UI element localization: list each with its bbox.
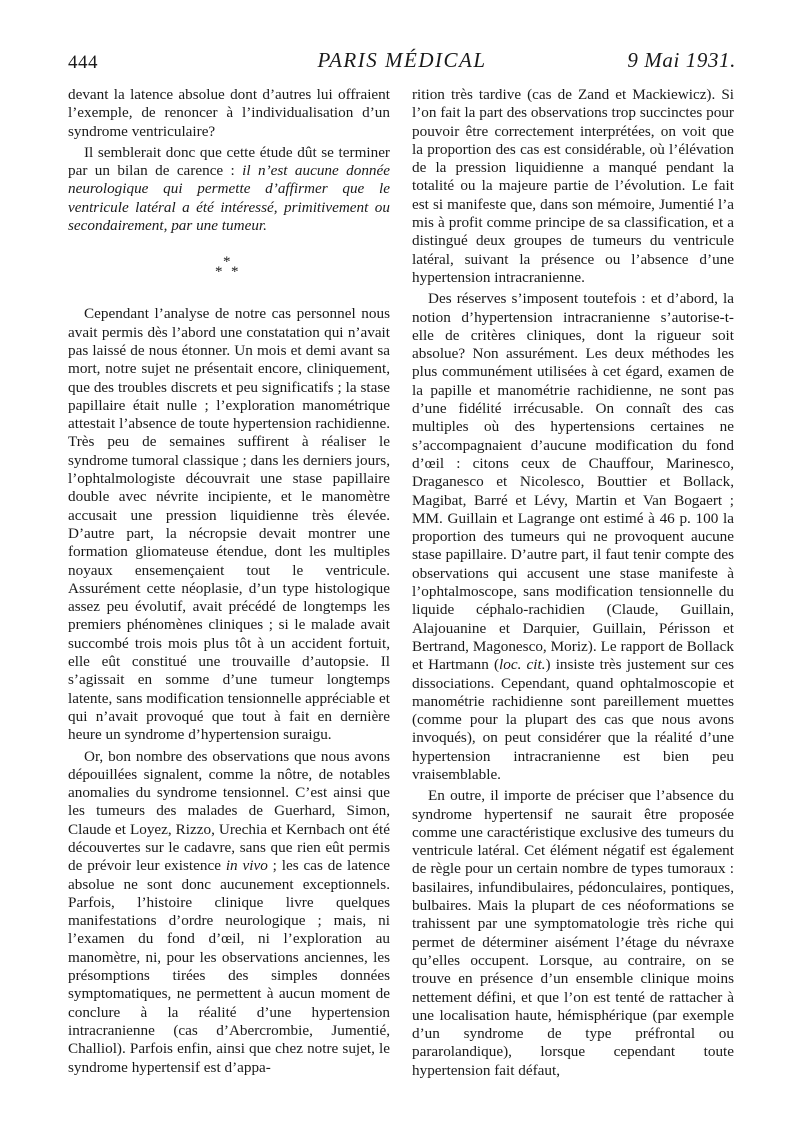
page-number: 444	[68, 52, 98, 73]
section-asterism	[68, 254, 390, 283]
observations-emphasis: in vivo	[225, 857, 268, 875]
observations-text-end: ; les cas de latence absolue ne sont donc aucunement exceptionnels. Parfois, l’histoire clinique livre quelques manifestations d’ordre neurologique ; mais, ni l’examen du fond d’œil, ni l’exploration au manomètre, ni, pour les observations anciennes, les présomptions tirées des simples données symptomatiques, ne permettent à aucun moment de conclure à la réalité d’une hypertension intracranienne (cas d’Abercrombie, Jumentié, Challiol). Parfois enfin, ainsi que chez notre sujet, le syndrome hypertensif est d’appa-	[68, 857, 390, 1076]
reserves-text-end: ) insiste très justement sur ces dissociations. Cependant, quand ophtalmoscopie et manométrie rachidienne sont pareillement muettes (comme pour la plupart des cas que nous avons invoqués), on peut considérer que la réalité d’une hypertension intracranienne est bien peu vraisemblable.	[412, 656, 734, 783]
conclusion-emphasis: il n’est aucune donnée neurologique qui permette d’affirmer que le ventricule latéral a été intéressé, primitivement ou secondairement, par une tumeur.	[68, 162, 390, 235]
paragraph-continuation: devant la latence absolue dont d’autres lui offraient l’exemple, de renoncer à l’individualisation d’un syndrome ventriculaire?	[68, 86, 390, 140]
paragraph-in-addition: En outre, il importe de préciser que l’absence du syndrome hypertensif ne saurait être proposée comme une caractéristique exclusive des tumeurs du ventricule latéral. Cet élément négatif est également de règle pour un certain nombre de types tumoraux : basilaires, infundibulaires, pédonculaires, pontiques, bulbaires. Mais la plupart de ces néoformations se trahissent par une symptomatologie très riche qui permet de déterminer aisément l’étage du névraxe qu’elles occupent. Lorsque, au contraire, on se trouve en présence d’un ensemble clinique moins nettement défini, et que l’on est tenté de rattacher à une localisation haute, hémisphérique (par exemple d’un syndrome de type préfrontal ou pararolandique), lorsque cependant toute hypertension fait défaut,	[412, 787, 734, 1079]
asterism-star: *	[223, 254, 231, 271]
paragraph-observations	[68, 748, 390, 1077]
running-header	[68, 46, 736, 80]
right-column	[412, 86, 734, 1083]
paragraph-continuation: rition très tardive (cas de Zand et Mackiewicz). Si l’on fait la part des observations trop succinctes pour pouvoir être correctement interprétées, on voit que la proportion des cas est considérable, où l’élévation de la pression liquidienne a manqué pendant la totalité ou la majeure partie de l’évolution. Le fait est si manifeste que, dans son mémoire, Jumentié l’a mis à profit comme principe de sa classification, et a distingué deux groupes de tumeurs du ventricule latéral, suivant la présence ou l’absence d’une hypertension intracranienne.	[412, 86, 734, 286]
observations-text: Or, bon nombre des observations que nous avons dépouillées signalent, comme la nôtre, de notables anomalies du syndrome tensionnel. C’est ainsi que les tumeurs des malades de Guerhard, Simon, Claude et Loyez, Rizzo, Urechia et Kernbach ont été découvertes sur le cadavre, sans que rien eût permis de prévoir leur existence	[68, 747, 390, 875]
conclusion-text: Il semblerait donc que cette étude dût se terminer par un bilan de carence :	[68, 143, 390, 180]
asterism-star: *	[215, 264, 223, 281]
journal-title: PARIS MÉDICAL	[317, 48, 487, 72]
paragraph-conclusion	[68, 144, 390, 235]
asterism-star: *	[231, 264, 239, 281]
reserves-text: Des réserves s’imposent toutefois : et d’abord, la notion d’hypertension intracranienne s’autorise-t-elle de critères cliniques, dont la rigueur soit absolue? Non assurément. Les deux méthodes les plus communément utilisées à cet égard, examen de la papille et manométrie rachidienne, ne sont pas d’une fidélité irrécusable. On connaît des cas multiples où des hypertensions certaines ne s’accompagnaient d’aucune modification du fond d’œil : citons ceux de Chauffour, Marinesco, Draganesco et Nicolesco, Bouttier et Bollack, Magibat, Barré et Lévy, Martin et Van Bogaert ; MM. Guillain et Lagrange ont estimé à 46 p. 100 la proportion des tumeurs qui ne provoquent aucune stase papillaire. D’autre part, il faut tenir compte des observations qui accusent une stase manifeste à l’ophtalmoscope, sans modification tensionnelle du liquide céphalo-rachidien (Claude, Guillain, Alajouanine et Darquier, Guillain, Périsson et Bertrand, Magonesco, Moriz). Le rapport de Bollack et Hartmann (	[412, 290, 734, 674]
reserves-citation: loc. cit.	[499, 656, 546, 674]
paragraph-case-analysis: Cependant l’analyse de notre cas personnel nous avait permis dès l’abord une constatation qui n’avait pas laissé de nous étonner. Un mois et demi avant sa mort, notre sujet ne présentait encore, cliniquement, que des troubles discrets et peu significatifs ; la stase papillaire était nulle ; l’exploration manométrique attestait l’absence de toute hypertension rachidienne. Très peu de semaines suffirent à réaliser le syndrome tumoral classique ; dans les derniers jours, l’ophtalmologiste découvrait une stase papillaire double avec névrite incipiente, et le manomètre accusait une pression liquidienne très élevée. D’autre part, la nécropsie devait montrer une formation gliomateuse étendue, dont les multiples noyaux ensemençaient tout le ventricule. Assurément cette néoplasie, d’un type histologique assez peu évolutif, avait précédé de longtemps les premiers phénomènes cliniques ; si le malade avait succombé trois mois plus tôt à un accident fortuit, elle eût constitué une trouvaille d’autopsie. Il s’agissait en somme d’une tumeur longtemps latente, sans modification tensionnelle appréciable et qui n’avait provoqué que tout à fait en dernière heure un syndrome d’hypertension suraigu.	[68, 305, 390, 744]
paragraph-reserves	[412, 290, 734, 784]
issue-date: 9 Mai 1931.	[627, 48, 736, 72]
left-column	[68, 86, 390, 1080]
